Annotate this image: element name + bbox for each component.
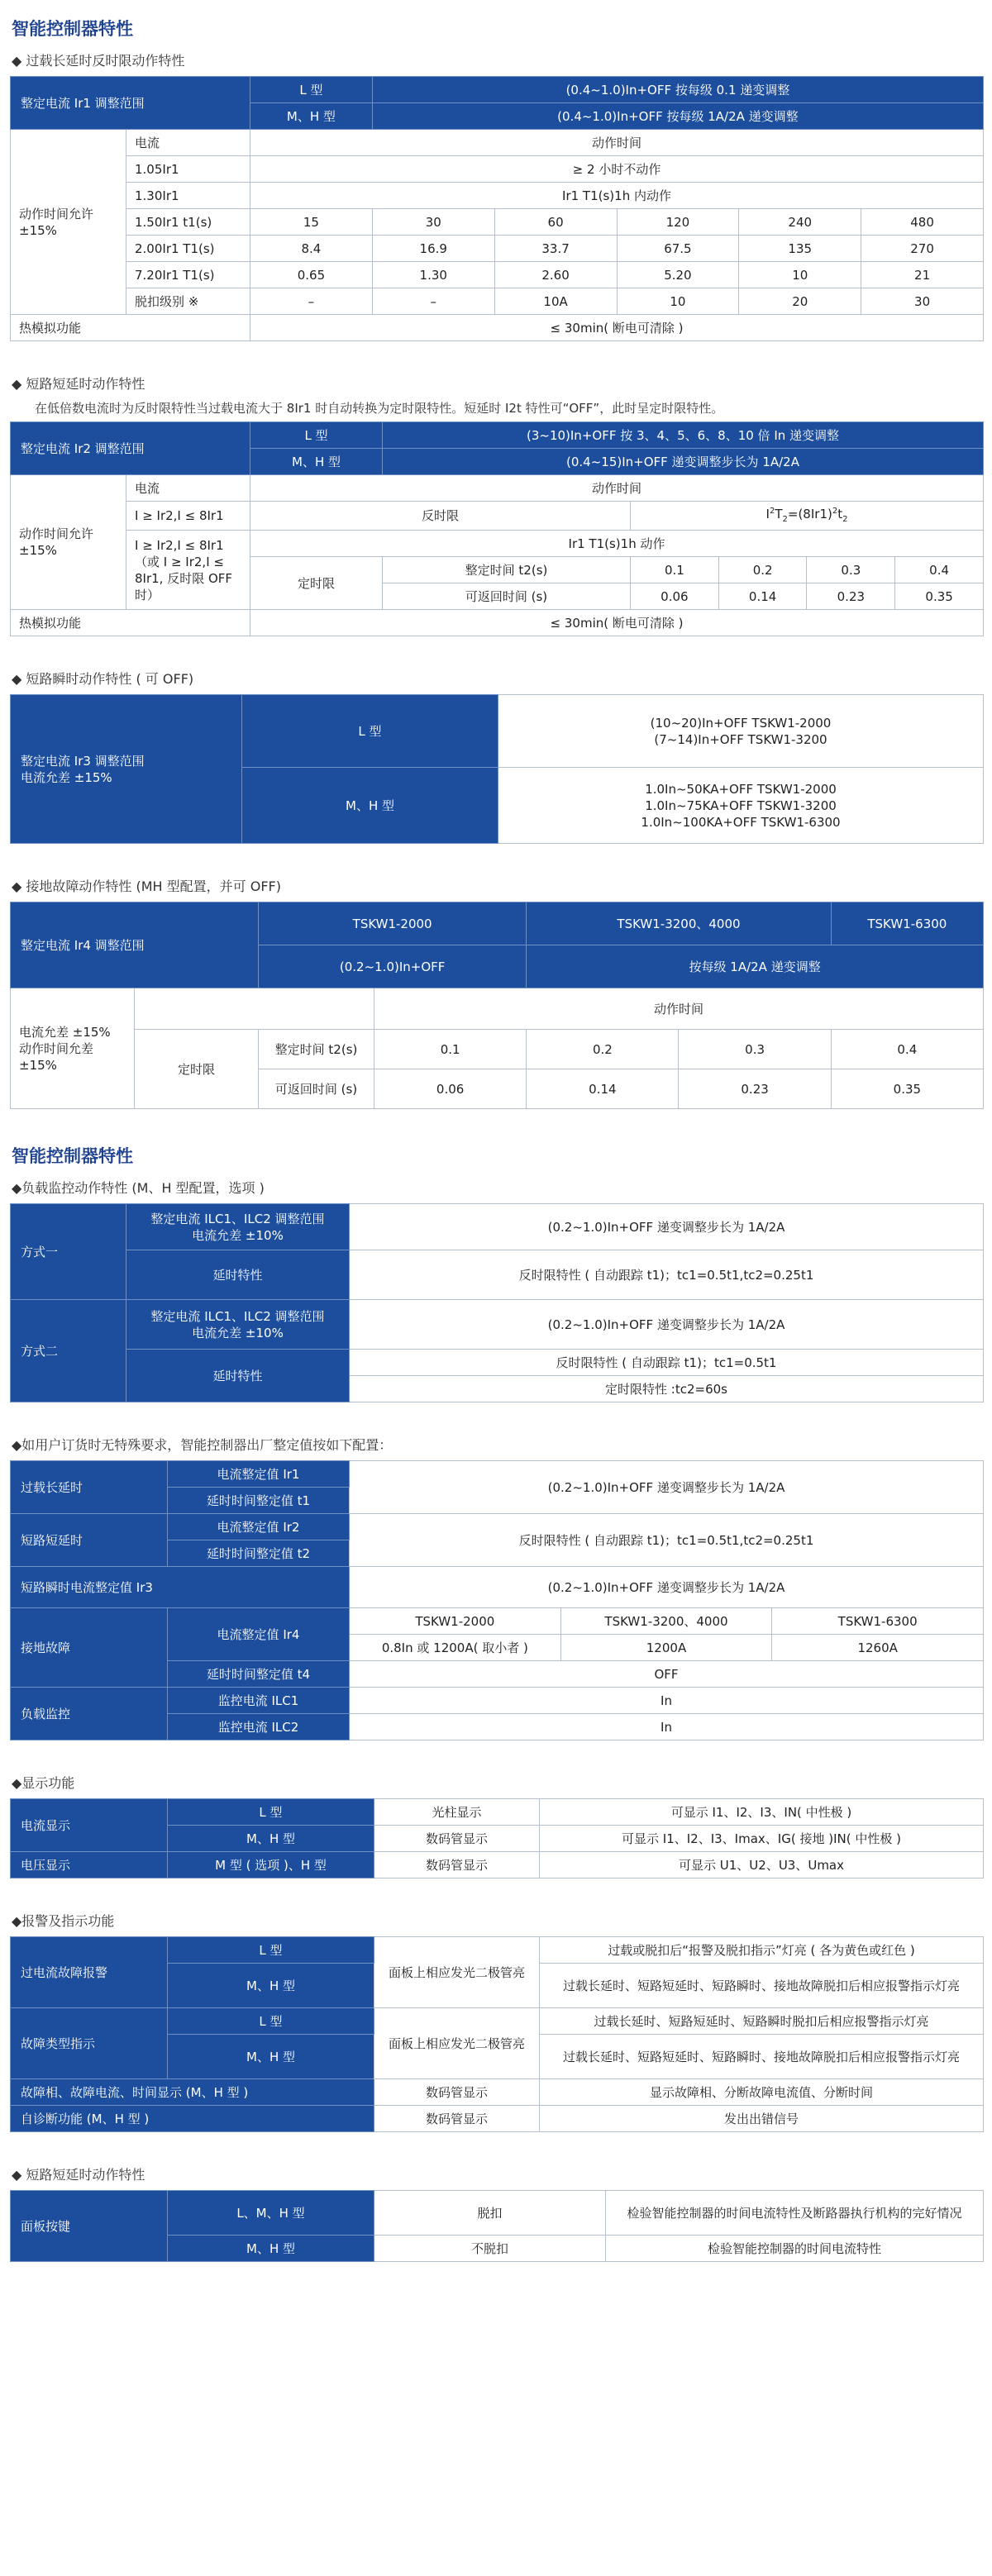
- row-label: I ≥ Ir2,I ≤ 8Ir1: [126, 502, 250, 531]
- cell: 0.1: [374, 1030, 527, 1069]
- mode-one: 方式一: [11, 1204, 126, 1300]
- thermal-label: 热模拟功能: [11, 610, 250, 636]
- page-title-2: 智能控制器特性: [12, 1146, 133, 1166]
- tolerance-text: 电流允差 ±15%: [21, 769, 112, 785]
- thermal-value: ≤ 30min( 断电可清除 ): [250, 315, 984, 341]
- cell: 60: [494, 209, 617, 236]
- tolerance-text: 电流允差 ±10%: [192, 1227, 284, 1243]
- col-time: 动作时间: [250, 130, 984, 156]
- cell: 0.4: [831, 1030, 983, 1069]
- display-method: 数码管显示: [374, 1852, 540, 1878]
- cell: 0.06: [631, 583, 719, 610]
- self-value: 发出出错信号: [540, 2106, 984, 2132]
- type-l: L 型: [168, 2008, 374, 2035]
- cell: 135: [739, 236, 861, 262]
- short-label: 短路短延时: [11, 1514, 168, 1567]
- led-label: 面板上相应发光二极管亮: [374, 1937, 540, 2008]
- row-label: I ≥ Ir2,I ≤ 8Ir1（或 I ≥ Ir2,I ≤ 8Ir1, 反时限 OFF 时）: [126, 531, 250, 610]
- section-title-ground: ◆ 接地故障动作特性 (MH 型配置，并可 OFF): [12, 879, 281, 894]
- type-mh: M、H 型: [242, 768, 498, 844]
- t1-label: 延时时间整定值 t1: [168, 1488, 350, 1514]
- type-mh: M、H 型: [168, 2035, 374, 2079]
- trip-label: 脱扣: [374, 2191, 606, 2236]
- alarm-value: 过载或脱扣后“报警及脱扣指示”灯亮 ( 各为黄色或红色 ): [540, 1937, 984, 1964]
- delay-label: 延时特性: [126, 1250, 350, 1300]
- display-method: 光柱显示: [374, 1799, 540, 1826]
- thermal-label: 热模拟功能: [11, 315, 250, 341]
- section-title-overload: ◆ 过载长延时反时限动作特性: [12, 53, 185, 69]
- setting-label: 整定电流 Ir1 调整范围: [11, 77, 250, 130]
- range-line: 1.0In~100KA+OFF TSKW1-6300: [641, 814, 841, 830]
- range-mh: (0.4~15)In+OFF 递变调整步长为 1A/2A: [383, 449, 984, 475]
- definite-label: 定时限: [250, 557, 383, 610]
- instant-table: [10, 694, 984, 844]
- cell: 270: [861, 236, 984, 262]
- delay-value: 反时限特性 ( 自动跟踪 t1)；tc1=0.5t1: [350, 1350, 984, 1376]
- t4-label: 延时时间整定值 t4: [168, 1661, 350, 1688]
- panel-label: 面板按键: [11, 2191, 168, 2262]
- row-label: 1.05Ir1: [126, 156, 250, 183]
- voltage-display-label: 电压显示: [11, 1852, 168, 1878]
- alarm-value: 过载长延时、短路短延时、短路瞬时、接地故障脱扣后相应报警指示灯亮: [540, 1964, 984, 2008]
- row-value: ≥ 2 小时不动作: [250, 156, 984, 183]
- load-table: [10, 1203, 984, 1402]
- self-diagnosis-label: 自诊断功能 (M、H 型 ): [11, 2106, 374, 2132]
- row-label: 1.50Ir1 t1(s): [126, 209, 250, 236]
- notrip-label: 不脱扣: [374, 2236, 606, 2262]
- range-mh: (0.4~1.0)In+OFF 按每级 1A/2A 递变调整: [372, 103, 983, 130]
- setting-label: [126, 1300, 350, 1350]
- delay-value: 定时限特性 :tc2=60s: [350, 1376, 984, 1402]
- cell: 15: [250, 209, 373, 236]
- cell: 33.7: [494, 236, 617, 262]
- section-title-alarm: ◆报警及指示功能: [12, 1913, 115, 1929]
- formula: $I^2T_2=(8Ir1)^2t_2$: [631, 502, 984, 531]
- l-ranges: [498, 695, 984, 768]
- row-label: 1.30Ir1: [126, 183, 250, 209]
- type-l: L 型: [250, 422, 383, 449]
- range-value: (0.2~1.0)In+OFF 递变调整步长为 1A/2A: [350, 1461, 984, 1514]
- section-title-short-delay: ◆ 短路短延时动作特性: [12, 376, 145, 392]
- type-mh: M、H 型: [168, 1826, 374, 1852]
- fault-value: 过载长延时、短路短延时、短路瞬时脱扣后相应报警指示灯亮: [540, 2008, 984, 2035]
- cell: 0.14: [718, 583, 807, 610]
- cell: 240: [739, 209, 861, 236]
- blank: [135, 988, 374, 1030]
- cell: 0.65: [250, 262, 373, 288]
- setting-text: 整定电流 Ir3 调整范围: [21, 753, 145, 769]
- short-delay-note: 在低倍数电流时为反时限特性当过载电流大于 8Ir1 时自动转换为定时限特性。短延时 I2t 特性可“OFF”，此时呈定时限特性。: [35, 401, 724, 416]
- cell: 0.2: [527, 1030, 679, 1069]
- ilc1-value: In: [350, 1688, 984, 1714]
- cell: 1.30: [372, 262, 494, 288]
- type-lmh: L、M、H 型: [168, 2191, 374, 2236]
- fault-value: 过载长延时、短路短延时、短路瞬时、接地故障脱扣后相应报警指示灯亮: [540, 2035, 984, 2079]
- cell: 0.2: [718, 557, 807, 583]
- range-value: (0.2~1.0)In+OFF 递变调整步长为 1A/2A: [350, 1204, 984, 1250]
- return-label: 可返回时间 (s): [259, 1069, 374, 1109]
- set-time-label: 整定时间 t2(s): [259, 1030, 374, 1069]
- cell: 0.3: [679, 1030, 831, 1069]
- set-time-label: 整定时间 t2(s): [383, 557, 631, 583]
- load-label: 负载监控: [11, 1688, 168, 1740]
- cell: 0.06: [374, 1069, 527, 1109]
- setting-text: 整定电流 ILC1、ILC2 调整范围: [150, 1211, 325, 1226]
- model: TSKW1-2000: [259, 902, 527, 945]
- short-delay-table: [10, 421, 984, 636]
- ilc2-label: 监控电流 ILC2: [168, 1714, 350, 1740]
- notrip-value: 检验智能控制器的时间电流特性: [606, 2236, 984, 2262]
- type-mh: M、H 型: [168, 1964, 374, 2008]
- row-value: Ir1 T1(s)1h 内动作: [250, 183, 984, 209]
- cell: 67.5: [617, 236, 739, 262]
- model: TSKW1-6300: [772, 1608, 984, 1635]
- range-line: (10~20)In+OFF TSKW1-2000: [650, 715, 832, 731]
- type-l: L 型: [168, 1937, 374, 1964]
- cell: 0.1: [631, 557, 719, 583]
- cell: –: [372, 288, 494, 315]
- cell: 480: [861, 209, 984, 236]
- cell: 0.35: [831, 1069, 983, 1109]
- self-method: 数码管显示: [374, 2106, 540, 2132]
- phase-value: 显示故障相、分断故障电流值、分断时间: [540, 2079, 984, 2106]
- setting-text: 整定电流 ILC1、ILC2 调整范围: [150, 1308, 325, 1324]
- cell: 1200A: [560, 1635, 772, 1661]
- ground-table: [10, 902, 984, 1109]
- range-a: (0.2~1.0)In+OFF: [259, 945, 527, 988]
- range-line: (7~14)In+OFF TSKW1-3200: [654, 731, 827, 747]
- cell: 120: [617, 209, 739, 236]
- cell: 5.20: [617, 262, 739, 288]
- section-title-panel: ◆ 短路短延时动作特性: [12, 2167, 145, 2183]
- delay-label: 延时特性: [126, 1350, 350, 1402]
- cell: –: [250, 288, 373, 315]
- setting-label: [11, 695, 242, 844]
- model: TSKW1-3200、4000: [560, 1608, 772, 1635]
- type-mh: M、H 型: [250, 449, 383, 475]
- t2-label: 延时时间整定值 t2: [168, 1540, 350, 1567]
- model: TSKW1-2000: [350, 1608, 561, 1635]
- inverse-label: 反时限: [250, 502, 631, 531]
- col-time: 动作时间: [374, 988, 984, 1030]
- return-label: 可返回时间 (s): [383, 583, 631, 610]
- range-value: (0.2~1.0)In+OFF 递变调整步长为 1A/2A: [350, 1567, 984, 1608]
- delay-value: 反时限特性 ( 自动跟踪 t1)；tc1=0.5t1,tc2=0.25t1: [350, 1250, 984, 1300]
- led-label: 面板上相应发光二极管亮: [374, 2008, 540, 2079]
- fault-label: 故障类型指示: [11, 2008, 168, 2079]
- cell: 0.4: [895, 557, 984, 583]
- cell: 8.4: [250, 236, 373, 262]
- trip-value: 检验智能控制器的时间电流特性及断路器执行机构的完好情况: [606, 2191, 984, 2236]
- factory-table: [10, 1460, 984, 1740]
- tolerance-label: 动作时间允许±15%: [11, 130, 126, 315]
- cell: 10: [739, 262, 861, 288]
- col-time: 动作时间: [250, 475, 984, 502]
- tolerance-text: 电流允差 ±10%: [192, 1325, 284, 1340]
- setting-label: 整定电流 Ir4 调整范围: [11, 902, 259, 988]
- model: TSKW1-6300: [831, 902, 983, 945]
- tolerance-label: 动作时间允许±15%: [11, 475, 126, 610]
- phase-label: 故障相、故障电流、时间显示 (M、H 型 ): [11, 2079, 374, 2106]
- range-l: (0.4~1.0)In+OFF 按每级 0.1 递变调整: [372, 77, 983, 103]
- alarm-label: 过电流故障报警: [11, 1937, 168, 2008]
- section-title-load: ◆负载监控动作特性 (M、H 型配置，选项 ): [12, 1180, 265, 1196]
- cell: 0.3: [807, 557, 895, 583]
- delay-value: 反时限特性 ( 自动跟踪 t1)；tc1=0.5t1,tc2=0.25t1: [350, 1514, 984, 1567]
- display-method: 数码管显示: [374, 1826, 540, 1852]
- cell: 10A: [494, 288, 617, 315]
- cell: 21: [861, 262, 984, 288]
- cell: 30: [372, 209, 494, 236]
- ilc1-label: 监控电流 ILC1: [168, 1688, 350, 1714]
- col-current: 电流: [126, 130, 250, 156]
- type-mh: M、H 型: [250, 103, 373, 130]
- range-value: (0.2~1.0)In+OFF 递变调整步长为 1A/2A: [350, 1300, 984, 1350]
- row-label: 2.00Ir1 T1(s): [126, 236, 250, 262]
- row-label: 7.20Ir1 T1(s): [126, 262, 250, 288]
- col-current: 电流: [126, 475, 250, 502]
- cell: 10: [617, 288, 739, 315]
- type-m-option: M 型 ( 选项 )、H 型: [168, 1852, 374, 1878]
- section-title-instant: ◆ 短路瞬时动作特性 ( 可 OFF): [12, 671, 194, 687]
- ground-label: 接地故障: [11, 1608, 168, 1688]
- mode-two: 方式二: [11, 1300, 126, 1402]
- mh-ranges: [498, 768, 984, 844]
- type-l: L 型: [250, 77, 373, 103]
- thermal-value: ≤ 30min( 断电可清除 ): [250, 610, 984, 636]
- row-value: Ir1 T1(s)1h 动作: [250, 531, 984, 557]
- page-title: 智能控制器特性: [12, 19, 133, 39]
- display-value: 可显示 I1、I2、I3、Imax、IG( 接地 )IN( 中性极 ): [540, 1826, 984, 1852]
- cell: 20: [739, 288, 861, 315]
- range-l: (3~10)In+OFF 按 3、4、5、6、8、10 倍 In 递变调整: [383, 422, 984, 449]
- ir4-label: 电流整定值 Ir4: [168, 1608, 350, 1661]
- display-value: 可显示 U1、U2、U3、Umax: [540, 1852, 984, 1878]
- ilc2-value: In: [350, 1714, 984, 1740]
- cell: 0.35: [895, 583, 984, 610]
- panel-table: [10, 2190, 984, 2262]
- range-line: 1.0In~50KA+OFF TSKW1-2000: [645, 781, 837, 797]
- inst-label: 短路瞬时电流整定值 Ir3: [11, 1567, 350, 1608]
- cell: 16.9: [372, 236, 494, 262]
- setting-label: 整定电流 Ir2 调整范围: [11, 422, 250, 475]
- section-title-factory: ◆如用户订货时无特殊要求，智能控制器出厂整定值按如下配置：: [12, 1437, 393, 1453]
- ir2-label: 电流整定值 Ir2: [168, 1514, 350, 1540]
- phase-method: 数码管显示: [374, 2079, 540, 2106]
- type-l: L 型: [168, 1799, 374, 1826]
- type-l: L 型: [242, 695, 498, 768]
- ir1-label: 电流整定值 Ir1: [168, 1461, 350, 1488]
- cell: 0.23: [807, 583, 895, 610]
- type-mh: M、H 型: [168, 2236, 374, 2262]
- cell: 0.14: [527, 1069, 679, 1109]
- tolerance-text: 电流允差 ±15%: [19, 1024, 111, 1040]
- current-display-label: 电流显示: [11, 1799, 168, 1852]
- setting-label: [126, 1204, 350, 1250]
- range-line: 1.0In~75KA+OFF TSKW1-3200: [645, 798, 837, 813]
- section-title-display: ◆显示功能: [12, 1775, 75, 1791]
- alarm-table: [10, 1936, 984, 2132]
- cell: 1260A: [772, 1635, 984, 1661]
- cell: 30: [861, 288, 984, 315]
- cell: 2.60: [494, 262, 617, 288]
- row-label: 脱扣级别 ※: [126, 288, 250, 315]
- model: TSKW1-3200、4000: [527, 902, 831, 945]
- definite-label: 定时限: [135, 1030, 259, 1109]
- display-table: [10, 1798, 984, 1878]
- tolerance-text: 动作时间允差 ±15%: [19, 1040, 94, 1073]
- range-b: 按每级 1A/2A 递变调整: [527, 945, 984, 988]
- cell: 0.23: [679, 1069, 831, 1109]
- overload-table: [10, 76, 984, 341]
- overload-label: 过载长延时: [11, 1461, 168, 1514]
- tolerance-label: [11, 988, 135, 1109]
- t4-value: OFF: [350, 1661, 984, 1688]
- display-value: 可显示 I1、I2、I3、IN( 中性极 ): [540, 1799, 984, 1826]
- cell: 0.8In 或 1200A( 取小者 ): [350, 1635, 561, 1661]
